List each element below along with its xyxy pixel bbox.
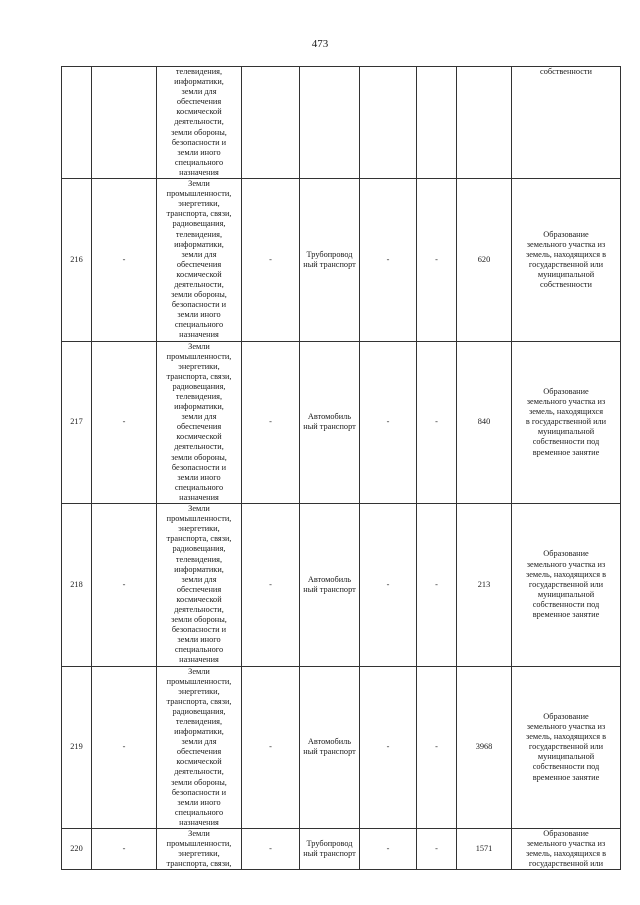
- land-category-cell-line: безопасности и: [171, 462, 227, 472]
- permitted-use-cell: [242, 67, 300, 179]
- purpose-cell-line: государственной или: [528, 859, 604, 869]
- land-category-cell-line: обеспечения: [176, 747, 222, 757]
- purpose-cell: [512, 666, 621, 829]
- purpose-cell-line: муниципальной: [537, 752, 595, 762]
- page-number: 473: [311, 38, 329, 50]
- purpose-cell: [512, 179, 621, 342]
- land-category-cell-line: земли обороны,: [171, 452, 227, 462]
- owner-cell: [417, 67, 457, 179]
- owner-cell: -: [417, 829, 457, 870]
- land-category-cell-line: земли для: [181, 737, 217, 747]
- land-category-cell-line: телевидения,: [175, 229, 223, 239]
- land-category-cell-line: специального: [174, 807, 224, 817]
- permitted-use-cell: -: [242, 504, 300, 667]
- land-category-cell-line: деятельности,: [174, 279, 224, 289]
- land-category-cell-line: телевидения,: [175, 392, 223, 401]
- land-category-cell-line: Земли: [188, 341, 210, 351]
- purpose-cell-line: земельного участка из: [526, 397, 606, 407]
- address-cell: -: [360, 829, 417, 870]
- cadastral-cell: -: [92, 666, 157, 829]
- land-category-cell: [157, 504, 242, 667]
- row-number-cell: [62, 67, 92, 179]
- address-cell: -: [360, 341, 417, 504]
- land-category-cell-line: земли обороны,: [171, 290, 227, 300]
- land-category-cell-line: Земли: [188, 666, 210, 676]
- area-cell: [457, 67, 512, 179]
- land-category-cell-line: информатики,: [174, 564, 224, 574]
- purpose-cell-line: государственной или: [528, 259, 604, 269]
- land-category-cell-line: земли для: [181, 412, 217, 422]
- land-category-cell-line: космической: [176, 432, 222, 442]
- cadastral-cell: -: [92, 179, 157, 342]
- land-category-cell-line: информатики,: [174, 727, 224, 737]
- land-category-cell-line: безопасности и: [171, 300, 227, 310]
- table-row: [62, 504, 621, 667]
- purpose-cell: [512, 341, 621, 504]
- land-category-cell: [157, 179, 242, 342]
- land-registry-table: [61, 66, 621, 870]
- land-category-cell-line: космической: [176, 594, 222, 604]
- cadastral-cell: -: [92, 341, 157, 504]
- land-category-cell-line: назначения: [179, 655, 219, 665]
- land-category-cell-line: транспорта, связи,: [166, 371, 232, 381]
- row-number-cell: 219: [62, 666, 92, 829]
- cadastral-cell: -: [92, 504, 157, 667]
- land-category-cell-line: обеспечения: [176, 259, 222, 269]
- land-category-cell-line: земли иного: [177, 147, 221, 157]
- land-category-cell-line: транспорта, связи,: [166, 859, 232, 869]
- purpose-cell-line: государственной или: [528, 742, 604, 752]
- owner-cell: -: [417, 179, 457, 342]
- purpose-cell-line: муниципальной: [537, 269, 595, 279]
- table-row: [62, 829, 621, 870]
- land-category-cell-line: специального: [174, 645, 224, 655]
- land-category-cell-line: земли для: [181, 574, 217, 584]
- address-cell: [360, 67, 417, 179]
- table-row: [62, 179, 621, 342]
- purpose-cell-line: временное занятие: [532, 447, 600, 457]
- land-category-cell-line: информатики,: [174, 239, 224, 249]
- land-category-cell-line: промышленности,: [166, 676, 232, 686]
- land-category-cell-line: промышленности,: [166, 189, 232, 199]
- land-category-cell-line: радиовещания,: [172, 544, 226, 554]
- land-category-cell-line: деятельности,: [174, 767, 224, 777]
- land-category-cell-line: назначения: [179, 492, 219, 502]
- land-category-cell-line: транспорта, связи,: [166, 696, 232, 706]
- row-number-cell: 216: [62, 179, 92, 342]
- purpose-cell-line: собственности: [540, 67, 592, 76]
- land-category-cell-line: деятельности,: [174, 117, 224, 127]
- land-category-cell-line: деятельности,: [174, 604, 224, 614]
- permitted-use-cell: -: [242, 666, 300, 829]
- purpose-cell-line: земель, находящихся в: [525, 569, 607, 579]
- land-category-cell-line: безопасности и: [171, 137, 227, 147]
- land-category-cell-line: радиовещания,: [172, 219, 226, 229]
- purpose-cell-line: земель, находящихся в: [525, 849, 607, 859]
- use-type-cell: Автомобиль ный транспорт: [300, 666, 360, 829]
- land-category-cell-line: промышленности,: [166, 351, 232, 361]
- table-row: [62, 341, 621, 504]
- purpose-cell-line: земель, находящихся в: [525, 249, 607, 259]
- land-category-cell-line: назначения: [179, 167, 219, 177]
- area-cell: 3968: [457, 666, 512, 829]
- purpose-cell: [512, 829, 621, 870]
- table-body: [62, 67, 621, 870]
- land-category-cell-line: телевидения,: [175, 717, 223, 726]
- land-category-cell-line: земли иного: [177, 472, 221, 482]
- land-category-cell-line: обеспечения: [176, 584, 222, 594]
- purpose-cell-line: собственности под: [532, 762, 600, 772]
- land-category-cell-line: телевидения,: [175, 554, 223, 564]
- purpose-cell-line: временное занятие: [532, 772, 600, 782]
- area-cell: 840: [457, 341, 512, 504]
- land-category-cell-line: назначения: [179, 817, 219, 827]
- purpose-cell-line: Образование: [543, 711, 589, 721]
- area-cell: 213: [457, 504, 512, 667]
- address-cell: -: [360, 666, 417, 829]
- land-category-cell-line: земли иного: [177, 635, 221, 645]
- address-cell: -: [360, 179, 417, 342]
- purpose-cell-line: земельного участка из: [526, 559, 606, 569]
- land-category-cell-line: безопасности и: [171, 625, 227, 635]
- land-category-cell-line: энергетики,: [178, 199, 220, 209]
- purpose-cell-line: в государственной или: [525, 417, 607, 427]
- land-category-cell-line: специального: [174, 320, 224, 330]
- area-cell: 620: [457, 179, 512, 342]
- land-category-cell-line: энергетики,: [178, 524, 220, 534]
- land-category-cell-line: земли для: [181, 249, 217, 259]
- land-category-cell-line: обеспечения: [176, 422, 222, 432]
- land-category-cell: [157, 666, 242, 829]
- purpose-cell-line: Образование: [543, 549, 589, 559]
- purpose-cell-line: временное занятие: [532, 610, 600, 620]
- land-category-cell-line: телевидения,: [175, 67, 223, 76]
- land-category-cell-line: космической: [176, 757, 222, 767]
- land-category-cell-line: энергетики,: [178, 849, 220, 859]
- row-number-cell: 218: [62, 504, 92, 667]
- purpose-cell-line: земельного участка из: [526, 722, 606, 732]
- row-number-cell: 217: [62, 341, 92, 504]
- owner-cell: -: [417, 341, 457, 504]
- land-category-cell-line: Земли: [188, 829, 210, 839]
- purpose-cell-line: муниципальной: [537, 589, 595, 599]
- land-category-cell-line: космической: [176, 107, 222, 117]
- purpose-cell-line: Образование: [543, 829, 589, 839]
- land-category-cell-line: энергетики,: [178, 361, 220, 371]
- purpose-cell-line: государственной или: [528, 579, 604, 589]
- land-category-cell: [157, 67, 242, 179]
- land-category-cell-line: специального: [174, 157, 224, 167]
- land-category-cell-line: назначения: [179, 330, 219, 340]
- land-category-cell-line: транспорта, связи,: [166, 534, 232, 544]
- land-category-cell-line: земли обороны,: [171, 127, 227, 137]
- land-category-cell-line: специального: [174, 482, 224, 492]
- owner-cell: -: [417, 504, 457, 667]
- land-category-cell-line: земли обороны,: [171, 777, 227, 787]
- purpose-cell-line: земель, находящихся в: [525, 732, 607, 742]
- land-category-cell-line: промышленности,: [166, 514, 232, 524]
- table-row: [62, 666, 621, 829]
- land-category-cell-line: обеспечения: [176, 97, 222, 107]
- land-category-cell: [157, 829, 242, 870]
- purpose-cell-line: земель, находящихся: [528, 407, 604, 417]
- purpose-cell: [512, 67, 621, 179]
- land-category-cell-line: транспорта, связи,: [166, 209, 232, 219]
- use-type-cell: [300, 67, 360, 179]
- cadastral-cell: [92, 67, 157, 179]
- land-category-cell-line: космической: [176, 269, 222, 279]
- purpose-cell-line: Образование: [543, 229, 589, 239]
- land-category-cell-line: информатики,: [174, 402, 224, 412]
- purpose-cell-line: собственности: [540, 279, 592, 289]
- land-category-cell-line: земли для: [181, 87, 217, 97]
- use-type-cell: Автомобиль ный транспорт: [300, 504, 360, 667]
- address-cell: -: [360, 504, 417, 667]
- land-category-cell-line: промышленности,: [166, 839, 232, 849]
- land-category-cell-line: деятельности,: [174, 442, 224, 452]
- land-category-cell: [157, 341, 242, 504]
- purpose-cell: [512, 504, 621, 667]
- land-category-cell-line: земли иного: [177, 797, 221, 807]
- use-type-cell: Автомобиль ный транспорт: [300, 341, 360, 504]
- permitted-use-cell: -: [242, 829, 300, 870]
- land-category-cell-line: Земли: [188, 504, 210, 514]
- purpose-cell-line: Образование: [543, 386, 589, 396]
- purpose-cell-line: собственности под: [532, 599, 600, 609]
- land-category-cell-line: безопасности и: [171, 787, 227, 797]
- use-type-cell: Трубопровод ный транспорт: [300, 179, 360, 342]
- cadastral-cell: -: [92, 829, 157, 870]
- purpose-cell-line: земельного участка из: [526, 239, 606, 249]
- land-category-cell-line: информатики,: [174, 77, 224, 87]
- purpose-cell-line: собственности под: [532, 437, 600, 447]
- land-category-cell-line: Земли: [188, 179, 210, 189]
- purpose-cell-line: земельного участка из: [526, 839, 606, 849]
- land-category-cell-line: радиовещания,: [172, 381, 226, 391]
- permitted-use-cell: -: [242, 179, 300, 342]
- permitted-use-cell: -: [242, 341, 300, 504]
- purpose-cell-line: муниципальной: [537, 427, 595, 437]
- land-category-cell-line: энергетики,: [178, 686, 220, 696]
- use-type-cell: Трубопровод ный транспорт: [300, 829, 360, 870]
- land-category-cell-line: радиовещания,: [172, 706, 226, 716]
- row-number-cell: 220: [62, 829, 92, 870]
- table-row: [62, 67, 621, 179]
- land-category-cell-line: земли обороны,: [171, 615, 227, 625]
- owner-cell: -: [417, 666, 457, 829]
- area-cell: 1571: [457, 829, 512, 870]
- land-category-cell-line: земли иного: [177, 310, 221, 320]
